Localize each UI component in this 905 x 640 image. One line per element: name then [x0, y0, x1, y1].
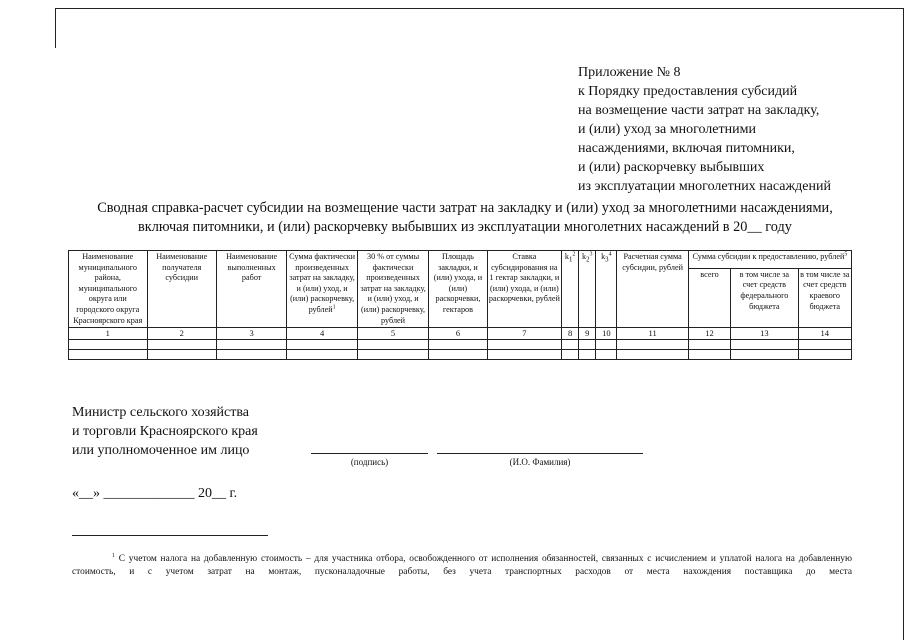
table-cell: [216, 339, 286, 349]
table-cell: [357, 339, 428, 349]
subscript: 2: [586, 256, 590, 264]
table-cell: [487, 349, 561, 359]
signature-caption: (подпись): [350, 457, 389, 467]
header-text: в том числе за счет средств краевого бюджета: [800, 269, 850, 311]
column-number: 10: [596, 328, 617, 340]
subsidy-table: [68, 250, 852, 360]
appendix-line: и (или) уход за многолетними: [578, 122, 756, 137]
table-cell: [147, 339, 216, 349]
header-text: Наименование муниципального района, муниципального округа или городского округа Красноярского края: [73, 252, 143, 325]
header-cell: [287, 251, 357, 328]
appendix-line: из эксплуатации многолетних насаждений: [578, 179, 831, 194]
column-number: 3: [216, 328, 286, 340]
header-cell: [731, 268, 798, 327]
header-group-cell: [688, 251, 851, 269]
header-text: Наименование получателя субсидии: [156, 252, 208, 283]
header-text: Ставка субсидирования на 1 гектар закладки, и (или) ухода, и (или) раскорчевки, рублей: [488, 252, 560, 304]
document-title: [60, 199, 870, 237]
table-row: [69, 349, 852, 359]
signer-line: или уполномоченное им лицо: [72, 443, 250, 458]
header-cell-k1: [562, 251, 579, 328]
header-cell: [216, 251, 286, 328]
appendix-line: на возмещение части затрат на закладку,: [578, 103, 820, 118]
header-text: всего: [700, 269, 719, 279]
column-number: 12: [688, 328, 730, 340]
header-cell-k3: [596, 251, 617, 328]
table-cell: [216, 349, 286, 359]
appendix-line: и (или) раскорчевку выбывших: [578, 160, 765, 175]
signer-block: [72, 403, 258, 460]
header-cell: [798, 268, 851, 327]
table-cell: [688, 339, 730, 349]
header-text: в том числе за счет средств федерального бюджета: [739, 269, 789, 311]
header-text: Площадь закладки, и (или) ухода, и (или) раскорчевки, гектаров: [433, 252, 483, 314]
appendix-line: насаждениями, включая питомники,: [578, 141, 795, 156]
header-text: Расчетная сумма субсидии, рублей: [622, 252, 683, 272]
title-line-2: включая питомники, и (или) раскорчевку выбывших из эксплуатации многолетних насаждений в 20__ году: [138, 219, 792, 235]
header-cell: [357, 251, 428, 328]
column-number: 13: [731, 328, 798, 340]
header-text: Сумма фактически произведенных затрат на закладку, и (или) уход, и (или) раскорчевку, рублей: [289, 252, 356, 314]
signature-line: [311, 453, 428, 454]
column-number: 6: [429, 328, 487, 340]
table-cell: [69, 339, 148, 349]
table-cell: [579, 339, 596, 349]
title-line-1: Сводная справка-расчет субсидии на возмещение части затрат на закладку и (или) уход за многолетними насаждениями,: [97, 200, 833, 216]
column-number: 14: [798, 328, 851, 340]
subscript: 1: [568, 256, 573, 264]
header-cell: [617, 251, 688, 328]
footnote-mark: 2: [572, 251, 576, 258]
name-line: [437, 453, 643, 454]
column-number-row: [69, 328, 852, 340]
table-cell: [596, 339, 617, 349]
header-cell-k2: [579, 251, 596, 328]
page-border-top: [55, 8, 903, 9]
header-text: k: [601, 252, 606, 261]
header-cell: [688, 268, 730, 327]
footnote-mark: 1: [112, 552, 115, 559]
column-number: 1: [69, 328, 148, 340]
date-line: «__» _____________ 20__ г.: [72, 486, 238, 501]
table-cell: [617, 349, 688, 359]
column-number: 4: [287, 328, 357, 340]
footnote-mark: 5: [844, 251, 848, 258]
column-number: 9: [579, 328, 596, 340]
header-cell: [429, 251, 487, 328]
table-row: [69, 339, 852, 349]
table-cell: [596, 349, 617, 359]
page-border-right: [903, 8, 904, 640]
table-cell: [357, 349, 428, 359]
table-cell: [487, 339, 561, 349]
footnote-divider: [72, 535, 268, 536]
table-cell: [287, 339, 357, 349]
table-cell: [147, 349, 216, 359]
table-cell: [579, 349, 596, 359]
subscript: 3: [605, 256, 609, 264]
footnote-mark: 3: [589, 251, 593, 258]
header-text: Сумма субсидии к предоставлению, рублей: [692, 252, 845, 261]
header-cell: [487, 251, 561, 328]
table-cell: [688, 349, 730, 359]
table-cell: [731, 349, 798, 359]
header-text: Наименование выполненных работ: [226, 252, 278, 283]
table-cell: [798, 339, 851, 349]
table-cell: [562, 339, 579, 349]
appendix-line: к Порядку предоставления субсидий: [578, 84, 798, 99]
column-number: 11: [617, 328, 688, 340]
header-cell: [147, 251, 216, 328]
column-number: 8: [562, 328, 579, 340]
table-cell: [562, 349, 579, 359]
appendix-line: Приложение № 8: [578, 65, 681, 80]
table-cell: [798, 349, 851, 359]
table-cell: [429, 349, 487, 359]
header-text: 30 % от суммы фактически произведенных затрат на закладку, и (или) уход, и (или) раскорчевку, рублей: [360, 252, 426, 325]
table-cell: [69, 349, 148, 359]
appendix-block: [578, 63, 898, 196]
table-cell: [617, 339, 688, 349]
footnote-text: С учетом налога на добавленную стоимость – для участника отбора, освобожденного от исполнения обязанностей, связанных с исчислением и уплатой налога на добавленную стоимость, и с учетом затрат на монтаж, пусконаладочные работы, без учета транспортных расходов от места нахождения поставщика до места: [72, 554, 852, 577]
header-cell: [69, 251, 148, 328]
column-number: 2: [147, 328, 216, 340]
table-cell: [429, 339, 487, 349]
header-row-1: [69, 251, 852, 269]
header-text: k: [581, 252, 587, 261]
table-cell: [287, 349, 357, 359]
column-number: 7: [487, 328, 561, 340]
footnote-mark: 1: [332, 304, 336, 311]
header-text: k: [564, 252, 569, 261]
name-caption: (И.О. Фамилия): [509, 457, 571, 467]
signer-line: Министр сельского хозяйства: [72, 405, 249, 420]
signer-line: и торговли Красноярского края: [72, 424, 258, 439]
footnote-mark: 4: [608, 251, 612, 258]
table-cell: [731, 339, 798, 349]
footnote: [72, 553, 852, 579]
column-number: 5: [357, 328, 428, 340]
page-border-left: [55, 8, 56, 48]
